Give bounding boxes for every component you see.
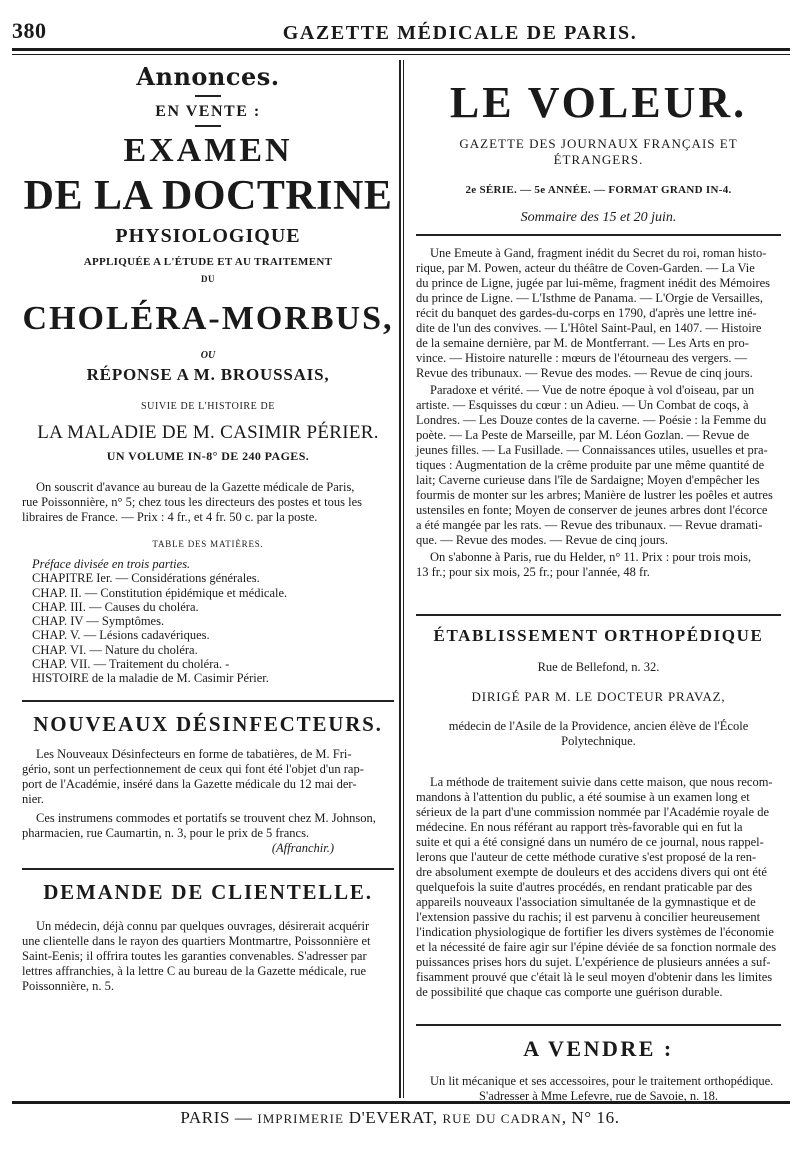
sommaire-paragraph-2 [416,383,781,548]
text-line: médecin de l'Asile de la Providence, ancien élève de l'École [448,719,749,733]
text-line: jeunes filles. — La Fusillade. — Connaissances utiles, usuelles et pra- [416,443,768,457]
subscription-paragraph [22,480,394,525]
text-line: a été mangée par les rats. — Revue des tribunaux. — Revue dramati- [416,518,763,532]
text-line: 13 fr.; pour six mois, 25 fr.; pour l'année, 48 fr. [416,565,650,579]
text-line: gério, sont un perfectionnement de ceux qui font été l'objet d'un rap- [22,761,364,776]
voleur-masthead: LE VOLEUR. [449,78,748,127]
text-line: récit du banquet des gardes-du-corps en 1790, d'après une lettre iné- [416,306,757,320]
text-line: lait; Caverne curieuse dans l'île de Sardaigne; Moyen d'empêcher les [416,473,760,487]
text-line: poète. — La Peste de Marseille, par M. Léon Gozlan. — Revue de [416,428,750,442]
affranchir-note: (Affranchir.) [271,840,334,855]
voleur-series: 2e SÉRIE. — 5e ANNÉE. — FORMAT GRAND IN-4. [465,184,732,196]
printer-footer [0,1108,800,1128]
toc-item: CHAP. III. — Causes du choléra. [32,599,199,614]
book-title-appliquee: APPLIQUÉE A L'ÉTUDE ET AU TRAITEMENT [83,256,333,268]
text-line: lettres affranchies, à la lettre C au bureau de la Gazette médicale, rue [22,963,367,978]
etablissement-address: Rue de Bellefond, n. 32. [537,660,660,674]
text-line: Poissonnière, n. 5. [22,978,115,993]
text-line: rue Poissonnière, n° 5; chez tous les directeurs des postes et tous les [22,495,362,509]
text-line: et la nécessité de faire agir sur l'épine déviée de sa fonction normale des [416,940,777,954]
text-line: vince. — Histoire naturelle : mœurs de l'étourneau des vergers. — [416,351,748,365]
text-line: Paradoxe et vérité. — Vue de notre époque à vol d'oiseau, par un [430,383,755,397]
table-of-contents [22,557,394,686]
text-line: nier. [22,791,44,806]
etablissement-director: DIRIGÉ PAR M. LE DOCTEUR PRAVAZ, [471,689,726,704]
text-line: sérieux de la part d'une commission nommée par l'Académie royale de [416,805,769,819]
text-line: On souscrit d'avance au bureau de la Gazette médicale de Paris, [36,480,355,494]
section-rule [416,614,781,616]
divider [195,95,221,97]
toc-item: CHAP. IV — Symptômes. [32,614,165,629]
book-title-physiologique: PHYSIOLOGIQUE [115,225,301,247]
section-rule [416,1024,781,1026]
toc-item: Préface divisée en trois parties. [32,557,191,571]
book-title-examen: EXAMEN [123,132,293,169]
book-title-reponse: RÉPONSE A M. BROUSSAIS, [86,365,330,384]
text-line: Les Nouveaux Désinfecteurs en forme de tabatières, de M. Fri- [36,746,352,761]
toc-item: CHAP. II. — Constitution épidémique et médicale. [32,585,288,600]
en-vente-label: EN VENTE : [155,103,261,120]
desinfecteurs-heading: NOUVEAUX DÉSINFECTEURS. [33,711,383,736]
text-line: appareils nouveaux l'association simultanée de la gymnastique et de [416,895,756,909]
desinfecteurs-paragraph-2 [22,811,394,841]
footer-street: RUE DU CADRAN [442,1111,562,1126]
footer-printer: D'EVERAT, [343,1108,443,1127]
text-line: pharmacien, rue Caumartin, n. 3, pour le prix de 5 francs. [22,825,310,840]
text-line: libraires de France. — Prix : 4 fr., et 4 fr. 50 c. par la poste. [22,510,318,524]
text-line: lerons que l'auteur de cette méthode curative s'est proposé de la ren- [416,850,757,864]
text-line: l'extension passive du rachis; il est parvenu à concilier heureusement [416,910,761,924]
text-line: Polytechnique. [561,734,636,748]
text-line: Revue des tribunaux. — Revue des modes. — Revue de cinq jours. [416,366,753,380]
text-line: dre absolument exempte de douleurs et des accidens divers qui ont été [416,865,767,879]
book-title-ou: OU [200,350,216,361]
left-column [22,62,394,994]
text-line: Un lit mécanique et ses accessoires, pour le traitement orthopédique. [430,1074,774,1088]
annonces-heading: Annonces. [136,62,280,91]
section-rule [22,868,394,870]
text-line: port de l'Académie, inséré dans la Gazette médicale du 12 mai der- [22,776,357,791]
book-volume: UN VOLUME IN-8° DE 240 PAGES. [106,449,310,463]
column-separator [399,60,401,1098]
book-title-du: DU [201,274,215,284]
voleur-sommaire: Sommaire des 15 et 20 juin. [520,210,677,225]
sommaire-paragraph-1 [416,246,781,381]
text-line: que. — Revue des modes. — Revue de cinq jours. [416,533,669,547]
desinfecteurs-paragraph [22,747,394,807]
toc-item: CHAPITRE Ier. — Considérations générales. [32,571,260,586]
text-line: dite de l'un des convives. — L'Hôtel Saint-Paul, en 1407. — Histoire [416,321,762,335]
column-separator-thin [403,60,404,1098]
text-line: On s'abonne à Paris, rue du Helder, n° 11. Prix : pour trois mois, [430,550,752,564]
book-title-suivie: SUIVIE DE L'HISTOIRE DE [140,401,275,412]
text-line: suite et qui a été consigné dans un numéro de ce journal, nous rappel- [416,835,764,849]
divider [195,125,221,127]
demande-heading: DEMANDE DE CLIENTELLE. [43,879,373,904]
section-rule [22,700,394,702]
text-line: artiste. — Esquisses du cœur : un Adieu. — Un Combat de coqs, à [416,398,749,412]
page-number: 380 [12,18,47,43]
journal-title: GAZETTE MÉDICALE DE PARIS. [282,22,638,44]
toc-item: CHAP. V. — Lésions cadavériques. [32,628,210,643]
subscription-paragraph [416,550,781,580]
footer-imprimerie: IMPRIMERIE [257,1111,344,1126]
text-line: fourmis de monter sur les arbres; Manière de lustrer les poêles et autres [416,488,773,502]
text-line: puissances prises hors du sujet. L'expérience de plusieurs années a suf- [416,955,771,969]
page-header [0,14,800,50]
header-rule-thin [12,54,790,55]
text-line: du prince de Ligne. — L'Isthme de Panama. — L'Orgie de Versailles, [416,291,764,305]
book-title-maladie: LA MALADIE DE M. CASIMIR PÉRIER. [37,422,379,443]
etablissement-heading: ÉTABLISSEMENT ORTHOPÉDIQUE [433,626,764,645]
text-line: La méthode de traitement suivie dans cette maison, que nous recom- [430,775,773,789]
section-rule [416,234,781,236]
a-vendre-heading: A VENDRE : [523,1036,674,1061]
text-line: quelquefois la suite d'autres procédés, en rendant praticable par des [416,880,753,894]
text-line: du prince de Ligne, jugée par lui-même, fragment inédit des Mémoires [416,276,771,290]
text-line: fisamment prouvé que c'était là le seul moyen d'obtenir dans les limites [416,970,773,984]
text-line: de la semaine dernière, par M. de Montferrant. — Les Arts en pro- [416,336,749,350]
text-line: une clientelle dans le rayon des quartiers Montmartre, Poissonnière et [22,933,371,948]
a-vendre-paragraph [416,1074,781,1104]
book-title-doctrine: DE LA DOCTRINE [23,173,393,219]
footer-number: , N° 16. [561,1108,620,1127]
text-line: de possibilité que chaque cas comporte une guérison durable. [416,985,723,999]
text-line: Un médecin, déjà connu par quelques ouvrages, désirerait acquérir [36,918,370,933]
right-column [416,62,781,1104]
header-rule [12,48,790,51]
director-credentials [416,719,781,749]
text-line: Saint-Eenis; il offrira toutes les garanties convenables. S'adresser par [22,948,367,963]
text-line: l'indication physiologique de fortifier les divers systèmes de l'économie [416,925,774,939]
demande-paragraph [22,919,394,994]
text-line: Londres. — Les Douze contes de la caverne. — Poésie : la Femme du [416,413,767,427]
toc-title: TABLE DES MATIÈRES. [152,539,264,549]
text-line: Ces instrumens commodes et portatifs se trouvent chez M. Johnson, [36,810,376,825]
text-line: mandons à l'attention du public, a été soumise à un examen long et [416,790,750,804]
footer-rule [12,1101,790,1104]
footer-city: PARIS — [180,1108,258,1127]
orthopedie-paragraph [416,775,781,1000]
toc-item: CHAP. VI. — Nature du choléra. [32,642,198,657]
text-line: S'adresser à Mme Lefevre, rue de Savoie, n. 18. [479,1089,718,1103]
voleur-subtitle: GAZETTE DES JOURNAUX FRANÇAIS ET ÉTRANGERS. [459,136,738,167]
toc-item: CHAP. VII. — Traitement du choléra. - [32,657,230,672]
toc-item: HISTOIRE de la maladie de M. Casimir Périer. [32,671,269,686]
text-line: Une Emeute à Gand, fragment inédit du Secret du roi, roman histo- [430,246,767,260]
book-title-cholera: CHOLÉRA-MORBUS, [22,300,394,337]
text-line: ustensiles en fonte; Moyen de conserver de jeunes arbres dont l'écorce [416,503,768,517]
text-line: tiques : Augmentation de la crême produite par une même quantité de [416,458,765,472]
text-line: rique, par M. Powen, acteur du théâtre de Coven-Garden. — La Vie [416,261,755,275]
text-line: médecine. En nous référant au rapport très-favorable qui en fut la [416,820,743,834]
